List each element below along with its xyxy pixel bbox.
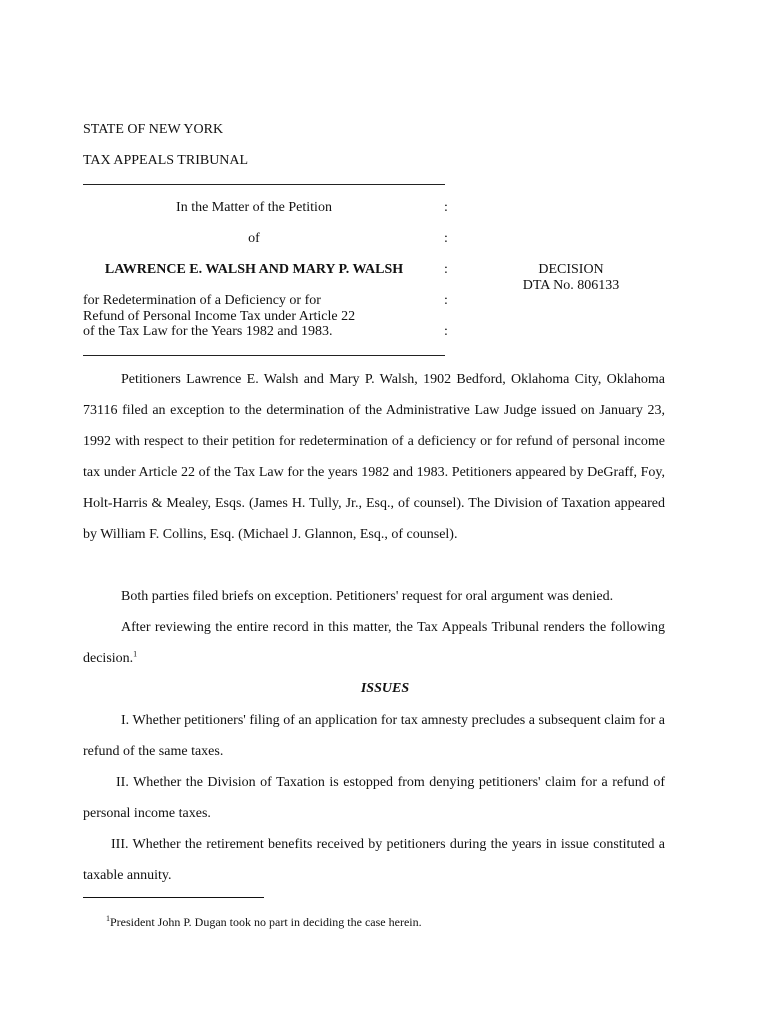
caption-colon: : (444, 262, 448, 277)
caption-of: of (248, 231, 260, 246)
caption-matter: In the Matter of the Petition (176, 200, 332, 215)
caption-petitioners: LAWRENCE E. WALSH AND MARY P. WALSH (104, 262, 404, 277)
briefs-paragraph: Both parties filed briefs on exception. Petitioners' request for oral argument was denied. (121, 589, 614, 604)
caption-colon: : (444, 231, 448, 246)
footnote (106, 915, 422, 930)
footnote-separator (83, 897, 264, 898)
footnote-text: President John P. Dugan took no part in deciding the case herein. (110, 915, 422, 929)
caption-colon: : (444, 200, 448, 215)
caption-colon: : (444, 324, 448, 339)
issues-heading: ISSUES (360, 681, 410, 696)
issue-item: I. Whether petitioners' filing of an application for tax amnesty precludes a subsequent claim for a refund of the same taxes. (83, 713, 665, 759)
footnote-marker: 1 (106, 914, 110, 923)
decision-label: DECISION (538, 262, 604, 277)
footnote-reference: 1 (133, 649, 138, 659)
issue-item: III. Whether the retirement benefits received by petitioners during the years in issue constituted a taxable annuity. (83, 837, 665, 883)
caption-top-rule (83, 184, 445, 185)
opening-paragraph: Petitioners Lawrence E. Walsh and Mary P. Walsh, 1902 Bedford, Oklahoma City, Oklahoma 73116 filed an exception to the determination of the Administrative Law Judge issued on January 23, 1992 with respect to their petition for redetermination of a deficiency or for refund of personal income tax under Article 22 of the Tax Law for the years 1982 and 1983. Petitioners appeared by DeGraff, Foy, Holt-Harris & Mealey, Esqs. (James H. Tully, Jr., Esq., of counsel). The Division of Taxation appeared by William F. Collins, Esq. (Michael J. Glannon, Esq., of counsel). (83, 372, 665, 542)
issue-item: II. Whether the Division of Taxation is estopped from denying petitioners' claim for a refund of personal income taxes. (83, 775, 665, 821)
caption-colon: : (444, 293, 448, 308)
decision-intro-text: After reviewing the entire record in this matter, the Tax Appeals Tribunal renders the following decision. (83, 620, 665, 666)
caption-bottom-rule (83, 355, 445, 356)
caption-purpose-line: of the Tax Law for the Years 1982 and 1983. (83, 324, 333, 339)
decision-intro-paragraph (83, 612, 665, 674)
tribunal-heading: TAX APPEALS TRIBUNAL (83, 153, 249, 168)
caption-purpose-line: Refund of Personal Income Tax under Article 22 (83, 309, 356, 324)
caption-purpose-line: for Redetermination of a Deficiency or for (83, 293, 321, 308)
state-heading: STATE OF NEW YORK (83, 122, 224, 137)
dta-number: DTA No. 806133 (522, 278, 620, 293)
